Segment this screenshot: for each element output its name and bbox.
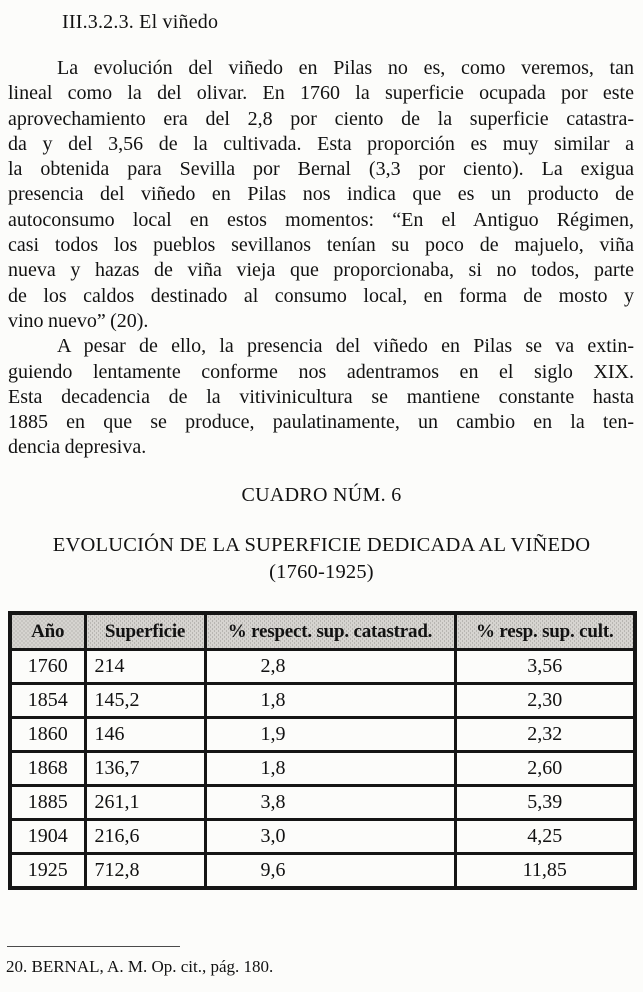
table-row bbox=[10, 752, 635, 786]
table-row bbox=[10, 820, 635, 854]
text-line: presencia del viñedo en Pilas nos indica que es un producto de bbox=[8, 183, 634, 206]
footnote-divider bbox=[7, 946, 180, 947]
cell-pct-catastrada: 9,6 bbox=[205, 854, 455, 889]
section-heading: III.3.2.3. El viñedo bbox=[62, 11, 219, 33]
cell-superficie: 146 bbox=[85, 718, 205, 752]
paragraph bbox=[8, 334, 634, 460]
table-label: CUADRO NÚM. 6 bbox=[241, 484, 402, 506]
cell-ano: 1868 bbox=[10, 752, 85, 786]
cell-pct-cultivada: 2,32 bbox=[455, 718, 635, 752]
text-line: aprovechamiento era del 2,8 por ciento de la superficie catastra- bbox=[8, 107, 634, 130]
cell-pct-cultivada: 3,56 bbox=[455, 650, 635, 684]
cell-pct-catastrada: 3,8 bbox=[205, 786, 455, 820]
table-title bbox=[0, 532, 643, 586]
cell-pct-cultivada: 2,30 bbox=[455, 684, 635, 718]
cell-ano: 1860 bbox=[10, 718, 85, 752]
text-line: 1885 en que se produce, paulatinamente, un cambio en la ten- bbox=[8, 411, 634, 434]
table-row bbox=[10, 684, 635, 718]
text-line: guiendo lentamente conforme nos adentramos en el siglo XIX. bbox=[8, 360, 634, 383]
cell-pct-catastrada: 1,8 bbox=[205, 752, 455, 786]
table-header-row bbox=[10, 613, 635, 650]
text-line: A pesar de ello, la presencia del viñedo en Pilas se va extin- bbox=[57, 335, 634, 358]
footnote-text: 20. BERNAL, A. M. Op. cit., pág. 180. bbox=[6, 957, 274, 976]
table-row bbox=[10, 786, 635, 820]
cell-superficie: 214 bbox=[85, 650, 205, 684]
text-line: de los caldos destinado al consumo local, en forma de mosto y bbox=[8, 284, 634, 307]
table-title-line: (1760-1925) bbox=[269, 561, 374, 583]
text-line: autoconsumo local en estos momentos: “En el Antiguo Régimen, bbox=[8, 208, 634, 231]
text-line: La evolución del viñedo en Pilas no es, como veremos, tan bbox=[57, 57, 634, 79]
cell-pct-catastrada: 1,8 bbox=[205, 684, 455, 718]
column-header-superficie: Superficie bbox=[85, 613, 205, 650]
text-line: lineal como la del olivar. En 1760 la superficie ocupada por este bbox=[8, 82, 634, 105]
paragraph bbox=[8, 56, 634, 334]
cell-superficie: 136,7 bbox=[85, 752, 205, 786]
text-line: la obtenida para Sevilla por Bernal (3,3 por ciento). La exigua bbox=[8, 158, 634, 181]
table-row bbox=[10, 854, 635, 889]
cell-pct-cultivada: 2,60 bbox=[455, 752, 635, 786]
text-line: nueva y hazas de viña vieja que proporcionaba, si no todos, parte bbox=[8, 259, 634, 282]
cell-superficie: 261,1 bbox=[85, 786, 205, 820]
text-line: casi todos los pueblos sevillanos tenían su poco de majuelo, viña bbox=[8, 234, 634, 257]
cell-pct-catastrada: 2,8 bbox=[205, 650, 455, 684]
cell-ano: 1854 bbox=[10, 684, 85, 718]
text-line: vino nuevo” (20). bbox=[8, 309, 149, 332]
table-row bbox=[10, 650, 635, 684]
cell-ano: 1904 bbox=[10, 820, 85, 854]
cell-superficie: 216,6 bbox=[85, 820, 205, 854]
column-header-pct-catastrada: % respect. sup. catastrad. bbox=[205, 613, 455, 650]
column-header-pct-cultivada: % resp. sup. cult. bbox=[455, 613, 635, 650]
cell-pct-cultivada: 4,25 bbox=[455, 820, 635, 854]
cell-ano: 1925 bbox=[10, 854, 85, 889]
cell-ano: 1760 bbox=[10, 650, 85, 684]
cell-superficie: 145,2 bbox=[85, 684, 205, 718]
text-line: dencia depresiva. bbox=[8, 436, 147, 459]
text-line: Esta decadencia de la vitivinicultura se mantiene constante hasta bbox=[8, 385, 634, 408]
data-table bbox=[8, 611, 637, 890]
column-header-ano: Año bbox=[10, 613, 85, 650]
body-text bbox=[8, 56, 634, 461]
table-title-line: EVOLUCIÓN DE LA SUPERFICIE DEDICADA AL VIÑEDO bbox=[52, 534, 591, 556]
cell-pct-catastrada: 3,0 bbox=[205, 820, 455, 854]
text-line: da y del 3,56 de la cultivada. Esta proporción es muy similar a bbox=[8, 132, 634, 155]
cell-pct-cultivada: 11,85 bbox=[455, 854, 635, 889]
cell-superficie: 712,8 bbox=[85, 854, 205, 889]
cell-ano: 1885 bbox=[10, 786, 85, 820]
cell-pct-cultivada: 5,39 bbox=[455, 786, 635, 820]
table-row bbox=[10, 718, 635, 752]
cell-pct-catastrada: 1,9 bbox=[205, 718, 455, 752]
